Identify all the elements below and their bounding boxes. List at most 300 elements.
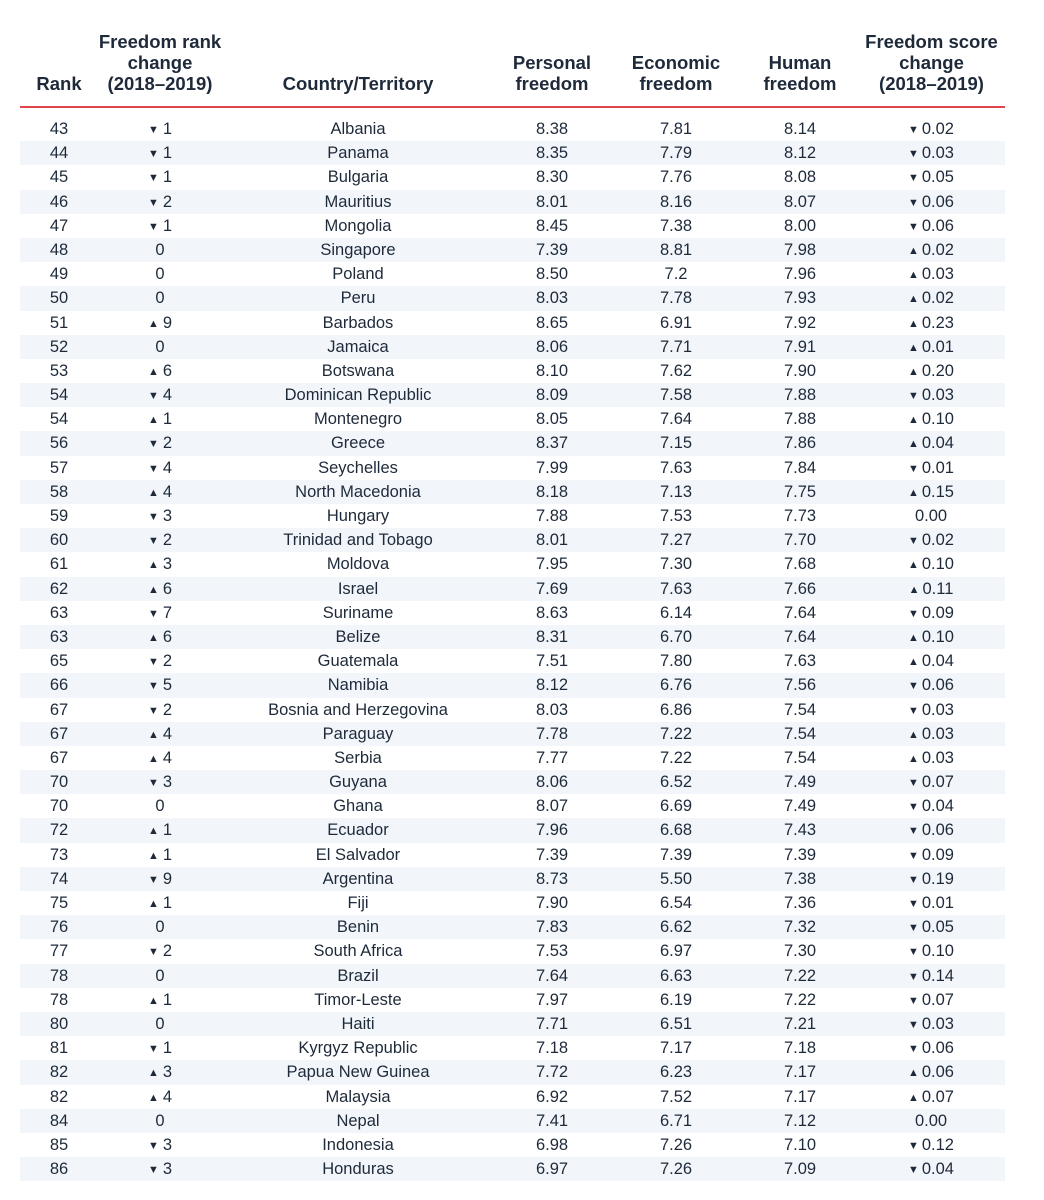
rank-cell	[20, 1085, 98, 1109]
score-change-cell	[868, 722, 994, 746]
personal-freedom-cell	[500, 649, 604, 673]
score-change-cell-value: 0.00	[914, 507, 948, 525]
rank-change-cell	[110, 504, 210, 528]
country-cell	[245, 359, 471, 383]
score-change-cell	[868, 407, 994, 431]
personal-freedom-cell-value: 7.96	[535, 821, 569, 840]
rank-cell-value: 72	[49, 821, 69, 840]
human-freedom-cell	[748, 1109, 852, 1133]
header-economic-freedom: Economic freedom	[631, 52, 721, 94]
country-cell	[245, 431, 471, 455]
score-change-cell	[868, 1036, 994, 1060]
rank-cell	[20, 1109, 98, 1133]
personal-freedom-cell	[500, 867, 604, 891]
triangle-down-icon: ▼	[907, 220, 919, 233]
economic-freedom-cell	[624, 746, 728, 770]
rank-cell	[20, 601, 98, 625]
rank-change-cell	[110, 673, 210, 697]
header-personal-freedom: Personal freedom	[512, 52, 592, 94]
country-cell	[245, 915, 471, 939]
human-freedom-cell	[748, 867, 852, 891]
rank-cell	[20, 286, 98, 310]
score-change-cell-value: 0.03	[921, 144, 954, 163]
country-cell	[245, 1157, 471, 1181]
human-freedom-cell-value: 7.49	[783, 773, 817, 792]
table-row	[20, 625, 1005, 649]
country-cell-value: Nepal	[336, 1111, 380, 1130]
triangle-up-icon: ▲	[907, 728, 919, 741]
human-freedom-cell	[748, 577, 852, 601]
rank-change-cell-value: 0	[155, 797, 165, 816]
human-freedom-cell-value: 7.17	[783, 1063, 817, 1082]
economic-freedom-cell-value: 6.23	[659, 1063, 693, 1082]
personal-freedom-cell-value: 7.99	[535, 458, 569, 477]
personal-freedom-cell-value: 7.69	[535, 579, 569, 598]
rank-change-cell	[110, 843, 210, 867]
triangle-down-icon: ▼	[147, 607, 159, 620]
country-cell	[245, 964, 471, 988]
table-row	[20, 262, 1005, 286]
rank-change-cell	[110, 891, 210, 915]
economic-freedom-cell-value: 8.16	[659, 192, 693, 211]
rank-change-cell	[110, 1109, 210, 1133]
triangle-up-icon: ▲	[908, 583, 920, 596]
table-row	[20, 939, 1005, 963]
economic-freedom-cell-value: 7.58	[659, 386, 693, 405]
rank-change-cell	[110, 867, 210, 891]
score-change-cell	[868, 770, 994, 794]
personal-freedom-cell-value: 8.09	[535, 386, 569, 405]
rank-change-cell	[110, 407, 210, 431]
rank-cell	[20, 190, 98, 214]
economic-freedom-cell	[624, 359, 728, 383]
country-cell-value: Panama	[327, 144, 389, 163]
score-change-cell-value: 0.07	[921, 1087, 954, 1106]
rank-change-cell-value: 3	[162, 1160, 173, 1179]
country-cell	[245, 1133, 471, 1157]
human-freedom-cell	[748, 480, 852, 504]
human-freedom-cell	[748, 431, 852, 455]
rank-cell	[20, 746, 98, 770]
economic-freedom-cell	[624, 891, 728, 915]
personal-freedom-cell	[500, 1012, 604, 1036]
score-change-cell-value: 0.15	[921, 482, 954, 501]
rank-cell-value: 46	[49, 192, 69, 211]
triangle-up-icon: ▲	[907, 631, 919, 644]
rank-change-cell-value: 6	[162, 579, 173, 598]
country-cell-value: Indonesia	[322, 1135, 394, 1154]
human-freedom-cell-value: 8.00	[783, 216, 817, 235]
table-row	[20, 480, 1005, 504]
triangle-down-icon: ▼	[907, 994, 919, 1007]
table-row	[20, 141, 1005, 165]
human-freedom-cell	[748, 383, 852, 407]
score-change-cell	[868, 988, 994, 1012]
rank-change-cell-value: 0	[155, 1014, 165, 1033]
rank-cell-value: 78	[49, 966, 69, 985]
country-cell-value: Jamaica	[327, 337, 389, 356]
triangle-up-icon: ▲	[147, 1091, 159, 1104]
score-change-cell	[868, 335, 994, 359]
score-change-cell-value: 0.03	[921, 1014, 954, 1033]
rank-cell-value: 63	[49, 627, 69, 646]
country-cell-value: Namibia	[327, 676, 389, 695]
economic-freedom-cell	[624, 238, 728, 262]
triangle-down-icon: ▼	[147, 1043, 159, 1056]
rank-cell-value: 67	[49, 724, 69, 743]
personal-freedom-cell	[500, 262, 604, 286]
rank-change-cell	[110, 141, 210, 165]
score-change-cell	[868, 504, 994, 528]
personal-freedom-cell-value: 8.37	[535, 434, 569, 453]
economic-freedom-cell-value: 7.62	[659, 361, 693, 380]
country-cell-value: Mauritius	[324, 192, 392, 211]
header-country: Country/Territory	[282, 73, 434, 94]
personal-freedom-cell-value: 7.39	[535, 845, 569, 864]
country-cell	[245, 1109, 471, 1133]
score-change-cell	[868, 843, 994, 867]
triangle-up-icon: ▲	[907, 414, 919, 427]
score-change-cell	[868, 214, 994, 238]
country-cell-value: Bulgaria	[327, 168, 389, 187]
human-freedom-cell	[748, 939, 852, 963]
human-freedom-cell-value: 7.91	[783, 337, 817, 356]
economic-freedom-cell	[624, 1133, 728, 1157]
rank-cell	[20, 165, 98, 189]
human-freedom-cell	[748, 746, 852, 770]
rank-change-cell-value: 6	[162, 627, 173, 646]
score-change-cell-value: 0.06	[921, 216, 954, 235]
personal-freedom-cell	[500, 311, 604, 335]
triangle-up-icon: ▲	[907, 293, 919, 306]
personal-freedom-cell	[500, 1036, 604, 1060]
personal-freedom-cell	[500, 407, 604, 431]
personal-freedom-cell	[500, 528, 604, 552]
triangle-down-icon: ▼	[147, 196, 159, 209]
score-change-cell-value: 0.03	[921, 386, 954, 405]
rank-cell	[20, 625, 98, 649]
score-change-cell-value: 0.10	[921, 942, 954, 961]
personal-freedom-cell	[500, 601, 604, 625]
score-change-cell	[868, 1157, 994, 1181]
rank-change-cell	[110, 577, 210, 601]
table-row	[20, 577, 1005, 601]
triangle-down-icon: ▼	[907, 1043, 919, 1056]
table-row	[20, 601, 1005, 625]
personal-freedom-cell	[500, 1085, 604, 1109]
rank-change-cell	[110, 286, 210, 310]
score-change-cell-value: 0.02	[921, 531, 954, 550]
score-change-cell-value: 0.02	[921, 240, 954, 259]
economic-freedom-cell-value: 6.91	[659, 313, 693, 332]
country-cell	[245, 1060, 471, 1084]
economic-freedom-cell	[624, 190, 728, 214]
score-change-cell-value: 0.03	[921, 700, 954, 719]
rank-change-cell-value: 4	[162, 724, 173, 743]
table-row	[20, 1157, 1005, 1181]
table-header	[20, 0, 1005, 108]
economic-freedom-cell	[624, 794, 728, 818]
personal-freedom-cell-value: 8.12	[535, 676, 569, 695]
country-cell	[245, 214, 471, 238]
rank-cell-value: 52	[49, 337, 69, 356]
human-freedom-cell	[748, 528, 852, 552]
score-change-cell-value: 0.10	[921, 627, 954, 646]
human-freedom-cell-value: 7.66	[783, 579, 817, 598]
human-freedom-cell	[748, 190, 852, 214]
country-cell-value: Belize	[335, 627, 381, 646]
human-freedom-cell-value: 8.07	[783, 192, 817, 211]
rank-cell-value: 67	[49, 748, 69, 767]
country-cell-value: Fiji	[347, 894, 369, 912]
economic-freedom-cell	[624, 915, 728, 939]
economic-freedom-cell-value: 7.81	[659, 120, 693, 138]
human-freedom-cell-value: 7.54	[783, 724, 817, 743]
score-change-cell	[868, 673, 994, 697]
economic-freedom-cell-value: 7.63	[659, 579, 693, 598]
table-row	[20, 867, 1005, 891]
score-change-cell	[868, 698, 994, 722]
country-cell	[245, 988, 471, 1012]
personal-freedom-cell	[500, 843, 604, 867]
rank-change-cell	[110, 1133, 210, 1157]
personal-freedom-cell-value: 6.97	[535, 1160, 569, 1179]
human-freedom-cell	[748, 141, 852, 165]
economic-freedom-cell	[624, 141, 728, 165]
rank-cell-value: 80	[49, 1014, 69, 1033]
triangle-down-icon: ▼	[147, 124, 159, 136]
economic-freedom-cell-value: 6.63	[659, 966, 693, 985]
economic-freedom-cell	[624, 964, 728, 988]
country-cell-value: Malaysia	[325, 1087, 391, 1106]
score-change-cell-value: 0.06	[921, 1039, 954, 1058]
freedom-table	[20, 0, 1005, 1181]
rank-cell-value: 82	[49, 1087, 69, 1106]
personal-freedom-cell-value: 7.51	[535, 652, 569, 671]
personal-freedom-cell	[500, 141, 604, 165]
triangle-up-icon: ▲	[907, 1091, 919, 1104]
table-row	[20, 431, 1005, 455]
country-cell-value: Poland	[332, 265, 384, 284]
triangle-up-icon: ▲	[907, 486, 919, 499]
triangle-up-icon: ▲	[147, 728, 159, 741]
country-cell	[245, 698, 471, 722]
rank-cell-value: 66	[49, 676, 69, 695]
table-row	[20, 1036, 1005, 1060]
personal-freedom-cell	[500, 964, 604, 988]
personal-freedom-cell-value: 8.35	[535, 144, 569, 163]
economic-freedom-cell	[624, 552, 728, 576]
table-row	[20, 818, 1005, 842]
rank-cell	[20, 1157, 98, 1181]
rank-change-cell	[110, 1012, 210, 1036]
economic-freedom-cell-value: 7.52	[659, 1087, 693, 1106]
score-change-cell-value: 0.04	[921, 652, 954, 671]
economic-freedom-cell	[624, 504, 728, 528]
human-freedom-cell	[748, 964, 852, 988]
triangle-down-icon: ▼	[907, 1018, 919, 1031]
personal-freedom-cell-value: 7.90	[535, 894, 569, 912]
economic-freedom-cell	[624, 1036, 728, 1060]
score-change-cell-value: 0.06	[921, 1063, 954, 1082]
rank-cell-value: 63	[49, 603, 69, 622]
triangle-down-icon: ▼	[147, 220, 159, 233]
rank-cell	[20, 238, 98, 262]
rank-cell-value: 57	[49, 458, 69, 477]
triangle-up-icon: ▲	[147, 317, 159, 330]
human-freedom-cell-value: 7.68	[783, 555, 817, 574]
personal-freedom-cell	[500, 383, 604, 407]
rank-cell	[20, 722, 98, 746]
personal-freedom-cell	[500, 117, 604, 141]
personal-freedom-cell	[500, 891, 604, 915]
table-row	[20, 915, 1005, 939]
human-freedom-cell-value: 7.93	[783, 289, 817, 308]
personal-freedom-cell	[500, 722, 604, 746]
personal-freedom-cell-value: 8.06	[535, 337, 569, 356]
human-freedom-cell	[748, 625, 852, 649]
country-cell-value: Papua New Guinea	[286, 1063, 430, 1082]
economic-freedom-cell	[624, 939, 728, 963]
rank-cell-value: 62	[49, 579, 69, 598]
economic-freedom-cell-value: 6.52	[659, 773, 693, 792]
rank-cell	[20, 1036, 98, 1060]
rank-cell	[20, 988, 98, 1012]
personal-freedom-cell	[500, 480, 604, 504]
triangle-down-icon: ▼	[907, 704, 919, 717]
country-cell-value: El Salvador	[315, 845, 401, 864]
country-cell-value: North Macedonia	[295, 482, 421, 501]
score-change-cell	[868, 867, 994, 891]
personal-freedom-cell-value: 8.18	[535, 482, 569, 501]
human-freedom-cell	[748, 843, 852, 867]
score-change-cell	[868, 117, 994, 141]
economic-freedom-cell-value: 7.64	[659, 410, 693, 429]
human-freedom-cell-value: 7.43	[783, 821, 817, 840]
country-cell-value: Botswana	[321, 361, 395, 380]
rank-change-cell-value: 2	[162, 434, 173, 453]
personal-freedom-cell	[500, 335, 604, 359]
rank-change-cell-value: 7	[162, 603, 173, 622]
score-change-cell-value: 0.07	[921, 990, 954, 1009]
personal-freedom-cell	[500, 1109, 604, 1133]
human-freedom-cell	[748, 262, 852, 286]
rank-change-cell	[110, 359, 210, 383]
country-cell	[245, 649, 471, 673]
human-freedom-cell-value: 7.88	[783, 410, 817, 429]
country-cell	[245, 722, 471, 746]
human-freedom-cell	[748, 915, 852, 939]
rank-change-cell	[110, 383, 210, 407]
score-change-cell-value: 0.12	[921, 1135, 954, 1154]
personal-freedom-cell	[500, 625, 604, 649]
score-change-cell-value: 0.04	[921, 434, 954, 453]
rank-change-cell-value: 3	[162, 1063, 173, 1082]
table-row	[20, 649, 1005, 673]
country-cell-value: Ghana	[333, 797, 383, 816]
table-row	[20, 770, 1005, 794]
rank-cell	[20, 964, 98, 988]
triangle-down-icon: ▼	[907, 462, 919, 475]
score-change-cell-value: 0.20	[921, 361, 954, 380]
economic-freedom-cell-value: 6.70	[659, 627, 693, 646]
economic-freedom-cell-value: 6.62	[659, 918, 693, 937]
personal-freedom-cell	[500, 165, 604, 189]
country-cell-value: Argentina	[322, 869, 394, 888]
score-change-cell	[868, 649, 994, 673]
triangle-down-icon: ▼	[907, 849, 919, 862]
rank-change-cell	[110, 770, 210, 794]
score-change-cell	[868, 915, 994, 939]
economic-freedom-cell	[624, 383, 728, 407]
score-change-cell	[868, 359, 994, 383]
score-change-cell	[868, 1133, 994, 1157]
rank-change-cell	[110, 698, 210, 722]
score-change-cell-value: 0.06	[921, 676, 954, 695]
rank-change-cell	[110, 311, 210, 335]
human-freedom-cell-value: 8.08	[783, 168, 817, 187]
rank-cell-value: 76	[49, 918, 69, 937]
table-row	[20, 311, 1005, 335]
economic-freedom-cell-value: 6.54	[659, 894, 693, 912]
triangle-up-icon: ▲	[147, 631, 159, 644]
personal-freedom-cell-value: 7.18	[535, 1039, 569, 1058]
human-freedom-cell-value: 7.86	[783, 434, 817, 453]
table-row	[20, 891, 1005, 915]
country-cell-value: Serbia	[334, 748, 382, 767]
rank-change-cell-value: 3	[162, 555, 173, 574]
rank-cell	[20, 818, 98, 842]
human-freedom-cell-value: 8.14	[783, 120, 817, 138]
rank-change-cell-value: 0	[155, 265, 165, 284]
economic-freedom-cell	[624, 1157, 728, 1181]
triangle-up-icon: ▲	[907, 317, 919, 330]
score-change-cell-value: 0.03	[921, 748, 954, 767]
economic-freedom-cell-value: 7.76	[659, 168, 693, 187]
triangle-down-icon: ▼	[907, 172, 919, 185]
country-cell	[245, 746, 471, 770]
human-freedom-cell	[748, 673, 852, 697]
human-freedom-cell	[748, 794, 852, 818]
table-row	[20, 359, 1005, 383]
country-cell-value: Greece	[330, 434, 386, 453]
economic-freedom-cell	[624, 988, 728, 1012]
country-cell-value: Israel	[337, 579, 379, 598]
triangle-down-icon: ▼	[147, 462, 159, 475]
human-freedom-cell	[748, 1060, 852, 1084]
country-cell-value: Bosnia and Herzegovina	[268, 700, 448, 719]
economic-freedom-cell-value: 7.78	[659, 289, 693, 308]
rank-change-cell-value: 2	[162, 700, 173, 719]
economic-freedom-cell	[624, 456, 728, 480]
personal-freedom-cell	[500, 431, 604, 455]
triangle-down-icon: ▼	[147, 511, 159, 523]
country-cell-value: Ecuador	[327, 821, 389, 840]
rank-cell-value: 70	[49, 773, 69, 792]
human-freedom-cell-value: 7.12	[783, 1111, 817, 1130]
human-freedom-cell-value: 7.54	[783, 748, 817, 767]
triangle-down-icon: ▼	[147, 1139, 159, 1152]
rank-cell	[20, 673, 98, 697]
rank-change-cell	[110, 117, 210, 141]
human-freedom-cell-value: 7.84	[783, 458, 817, 477]
rank-cell	[20, 698, 98, 722]
triangle-up-icon: ▲	[147, 559, 159, 572]
header-rank: Rank	[36, 73, 82, 94]
score-change-cell	[868, 383, 994, 407]
rank-cell	[20, 383, 98, 407]
economic-freedom-cell	[624, 311, 728, 335]
